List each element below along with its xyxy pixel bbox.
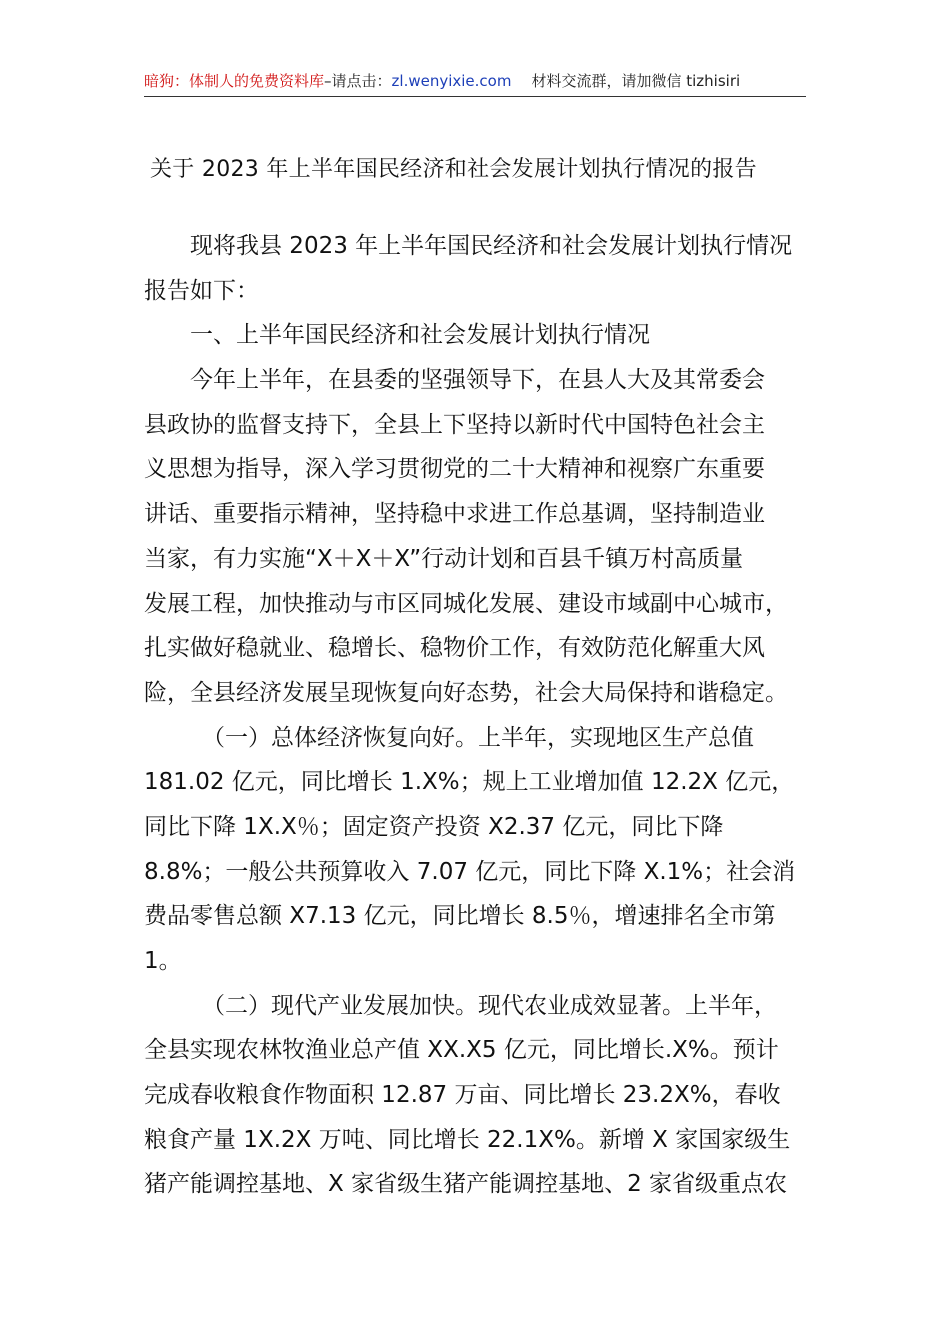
- body-line: 粮食产量 1X.2X 万吨、同比增长 22.1X%。新增 X 家国家级生: [144, 1126, 791, 1153]
- subsection-line: （一）总体经济恢复向好。上半年，实现地区生产总值: [202, 724, 754, 751]
- document-title: 关于 2023 年上半年国民经济和社会发展计划执行情况的报告: [150, 157, 757, 182]
- body-line: 1。: [144, 948, 182, 974]
- body-line: 费品零售总额 X7.13 亿元，同比增长 8.5％，增速排名全市第: [144, 903, 776, 930]
- body-line: 县政协的监督支持下，全县上下坚持以新时代中国特色社会主: [144, 411, 765, 438]
- body-line: 猪产能调控基地、X 家省级生猪产能调控基地、2 家省级重点农: [144, 1171, 788, 1198]
- body-line: 完成春收粮食作物面积 12.87 万亩、同比增长 23.2X%，春收: [144, 1082, 781, 1109]
- body-line: 义思想为指导，深入学习贯彻党的二十大精神和视察广东重要: [144, 456, 765, 483]
- body-line: 报告如下：: [144, 277, 259, 304]
- subsection-line: （二）现代产业发展加快。现代农业成效显著。上半年，: [202, 992, 777, 1019]
- body-line: 险，全县经济发展呈现恢复向好态势，社会大局保持和谐稳定。: [144, 679, 788, 706]
- body-line: 当家，有力实施“X＋X＋X”行动计划和百县千镇万村高质量: [144, 545, 744, 572]
- body-line: 同比下降 1X.X％；固定资产投资 X2.37 亿元，同比下降: [144, 813, 724, 840]
- header-divider: [144, 96, 806, 97]
- header-contact: 材料交流群，请加微信 tizhisiri: [531, 72, 741, 90]
- body-line: 发展工程，加快推动与市区同城化发展、建设市域副中心城市，: [144, 590, 788, 617]
- body-line: 讲话、重要指示精神，坚持稳中求进工作总基调，坚持制造业: [144, 501, 765, 528]
- header-prompt: –请点击：: [324, 72, 392, 90]
- body-line: 全县实现农林牧渔业总产值 XX.X5 亿元，同比增长.X%。预计: [144, 1037, 779, 1064]
- document-body: [144, 224, 810, 1207]
- section-heading: 一、上半年国民经济和社会发展计划执行情况: [190, 322, 650, 349]
- header-url-link[interactable]: zl.wenyixie.com: [391, 72, 512, 90]
- body-line: 现将我县 2023 年上半年国民经济和社会发展计划执行情况: [190, 233, 793, 259]
- body-line: 8.8%；一般公共预算收入 7.07 亿元，同比下降 X.1%；社会消: [144, 858, 796, 885]
- body-line: 今年上半年，在县委的坚强领导下，在县人大及其常委会: [190, 367, 765, 394]
- page-header: [144, 66, 806, 96]
- header-brand: 暗狗：体制人的免费资料库: [144, 72, 325, 90]
- body-line: 181.02 亿元，同比增长 1.X%；规上工业增加值 12.2X 亿元，: [144, 769, 795, 796]
- body-line: 扎实做好稳就业、稳增长、稳物价工作，有效防范化解重大风: [144, 635, 765, 662]
